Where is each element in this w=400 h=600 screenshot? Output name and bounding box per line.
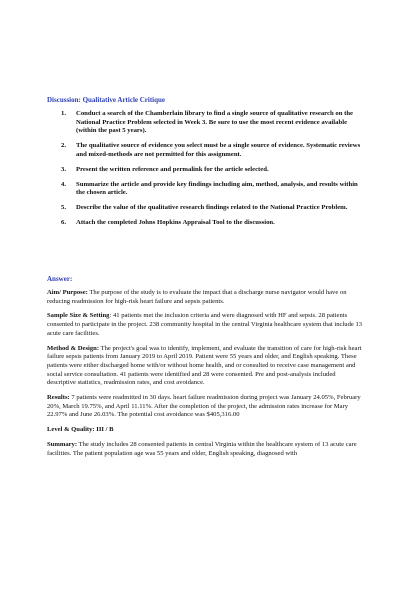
task-number: 1. xyxy=(61,110,67,117)
section-text: The purpose of the study is to evaluate the impact that a discharge nurse navigator would have on reducing readmission for high-risk heart failure and sepsis patients. xyxy=(47,289,347,305)
task-list xyxy=(47,110,365,234)
task-item xyxy=(47,166,365,175)
task-item xyxy=(47,181,365,198)
aim-paragraph xyxy=(47,289,365,306)
task-text: Present the written reference and permalink for the article selected. xyxy=(76,165,269,173)
sample-paragraph xyxy=(47,312,365,338)
section-label: Level & Quality: III / B xyxy=(47,426,114,434)
section-label: Summary: xyxy=(47,440,78,448)
task-text: Describe the value of the qualitative research findings related to the National Practice Problem. xyxy=(76,204,348,212)
task-number: 5. xyxy=(61,204,67,212)
task-text: The qualitative source of evidence you select must be a single source of evidence. Systematic reviews and mixed-methods are not permitted for this assignment. xyxy=(76,142,361,158)
summary-paragraph xyxy=(47,441,365,458)
section-text: The study includes 28 consented patients in central Virginia within the healthcare system of 13 acute care facilities. The patient population age was 55 years and older, English speaking, diagnosed with xyxy=(47,440,357,457)
section-text: The project's goal was to identify, implement, and evaluate the transition of care for high-risk heart failure sepsis patients from January 2019 to April 2019. Patient were 55 years and older, and English speaking. These patients were either discharged home with/or without home health, and or consulted to receive case management and social service consultation. 41 patients were identified and 28 were consented. Pre and post-analysis included descriptive statistics, readmission rates, and cost avoidance. xyxy=(47,344,362,387)
task-number: 2. xyxy=(61,142,67,150)
task-item xyxy=(47,110,365,136)
answer-heading: Answer: xyxy=(47,275,73,283)
task-text: Attach the completed Johns Hopkins Appraisal Tool to the discussion. xyxy=(76,219,275,227)
task-number: 4. xyxy=(61,180,67,188)
section-text: 7 patients were readmitted in 30 days. heart failure readmission during project was January 24.05%, February 20%, March 19.75%, and April 11.11%. After the completion of the project, the admission rates increase for Mary 22.97% and June 26.03%. The potential cost avoidance was $405,316.00 xyxy=(47,394,361,419)
task-text: Summarize the article and provide key findings including aim, method, analysis, and results within the chosen article. xyxy=(76,180,358,197)
discussion-title: Discussion: Qualitative Article Critique xyxy=(47,96,166,104)
task-number: 3. xyxy=(61,165,67,173)
task-item xyxy=(47,204,365,213)
task-text: Conduct a search of the Chamberlain library to find a single source of qualitative research on the National Practice Problem selected in Week 3. Be sure to use the most recent evidence available (within the past 5 years). xyxy=(76,110,354,135)
task-item xyxy=(47,219,365,228)
section-label: Sample Size & Setting xyxy=(47,312,110,320)
section-label: Method & Design: xyxy=(47,344,100,352)
task-number: 6. xyxy=(61,219,67,227)
task-item xyxy=(47,142,365,159)
level-quality-paragraph xyxy=(47,426,365,435)
answer-body xyxy=(47,289,365,464)
results-paragraph xyxy=(47,394,365,420)
section-text: : 41 patients met the inclusion criteria and were diagnosed with HF and sepsis. 28 patients consented to participate in the project. 238 community hospital in the central Virginia healthcare system that include 13 acute care facilities. xyxy=(47,312,363,337)
section-label: Results: xyxy=(47,394,70,402)
method-paragraph xyxy=(47,345,365,389)
section-label: Aim/ Purpose: xyxy=(47,289,88,296)
